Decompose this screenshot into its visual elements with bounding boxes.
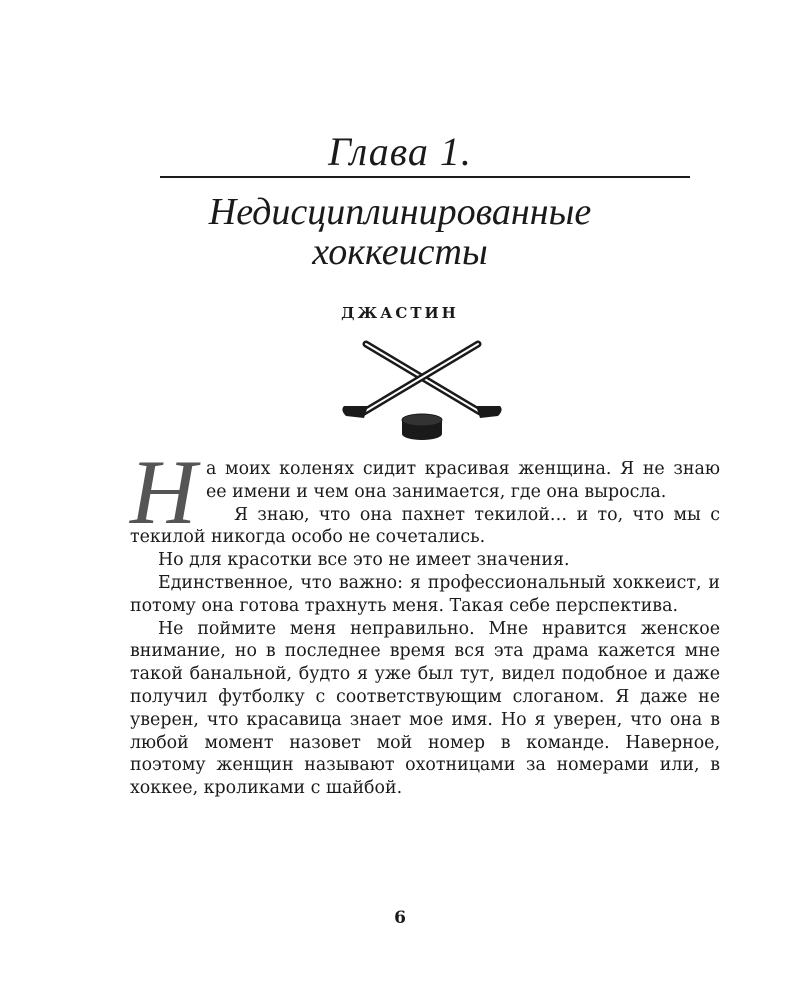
chapter-body	[130, 441, 720, 800]
paragraph-2: Я знаю, что она пахнет текилой… и то, что мы с текилой никогда особо не сочетались.	[130, 504, 720, 548]
paragraph-5: Не поймите меня неправильно. Мне нравится женское внимание, но в последнее время вся эта драма кажется мне такой банальной, будто я уже был тут, видел подобное и даже получил футболку с соответствующим слоганом. Я даже не уверен, что красавица знает мое имя. Но я уверен, что она в любой момент назовет мой номер в команде. Наверное, поэтому женщин называют охотницами за номерами или, в хоккее, кроликами с шайбой.	[130, 618, 720, 799]
drop-cap-letter: Н	[130, 441, 197, 543]
chapter-subtitle-line-1: Недисциплинированные	[208, 191, 592, 233]
chapter-subtitle	[0, 192, 800, 272]
paragraph-1: а моих коленях сидит красивая женщина. Я не знаю ее имени и чем она занимается, где она выросла.	[206, 459, 720, 502]
paragraph-3: Но для красотки все это не имеет значения.	[158, 550, 570, 571]
pov-character-name: ДЖАСТИН	[341, 304, 459, 322]
chapter-subtitle-line-2: хоккеисты	[312, 231, 488, 273]
chapter-divider	[160, 176, 690, 178]
paragraph-4: Единственное, что важно: я профессиональный хоккеист, и потому она готова трахнуть меня. Такая себе перспектива.	[130, 572, 720, 616]
page-number: 6	[394, 908, 406, 928]
chapter-title: Глава 1.	[328, 129, 472, 174]
hockey-stick-left-icon	[366, 344, 502, 418]
crossed-hockey-sticks-and-puck-icon	[340, 336, 504, 444]
hockey-stick-right-icon	[342, 344, 478, 418]
hockey-puck-icon	[402, 414, 442, 440]
